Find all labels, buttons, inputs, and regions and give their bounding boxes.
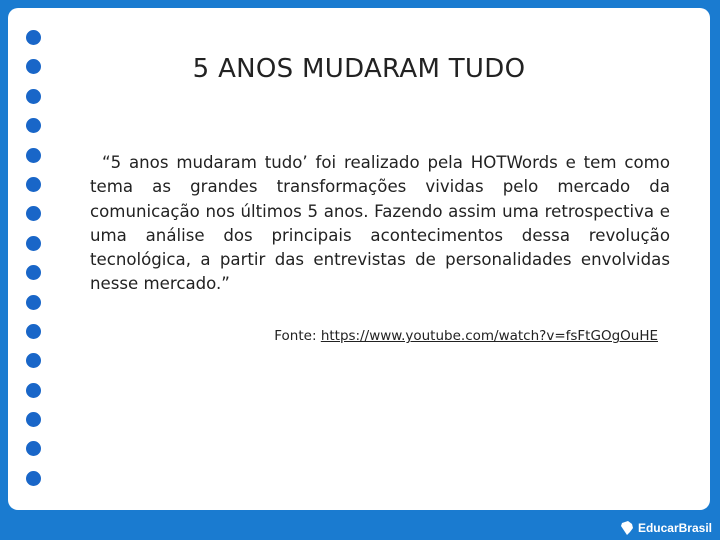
source-citation	[274, 328, 658, 344]
dot	[26, 30, 41, 45]
dot	[26, 353, 41, 368]
dot	[26, 383, 41, 398]
brazil-map-icon	[619, 520, 635, 536]
source-label: Fonte:	[274, 328, 321, 344]
dot	[26, 412, 41, 427]
slide-body-text: “5 anos mudaram tudo’ foi realizado pela HOTWords e tem como tema as grandes transformações vividas pelo mercado da comunicação nos últimos 5 anos. Fazendo assim uma retrospectiva e uma análise dos principais acontecimentos dessa revolução tecnológica, a partir das entrevistas de personalidades envolvidas nesse mercado.”	[90, 153, 670, 294]
dot	[26, 295, 41, 310]
dot	[26, 118, 41, 133]
slide-card	[8, 8, 710, 510]
dot	[26, 441, 41, 456]
educarbrasil-logo	[619, 520, 712, 536]
slide-title: 5 ANOS MUDARAM TUDO	[192, 54, 526, 84]
dot	[26, 324, 41, 339]
source-link[interactable]: https://www.youtube.com/watch?v=fsFtGOgOuHE	[320, 328, 658, 344]
dot	[26, 177, 41, 192]
dot	[26, 148, 41, 163]
dot	[26, 206, 41, 221]
logo-text: EducarBrasil	[637, 521, 712, 535]
dot	[26, 236, 41, 251]
footer-bar	[0, 510, 720, 540]
binding-dots	[26, 30, 42, 500]
dot	[26, 89, 41, 104]
dot	[26, 471, 41, 486]
dot	[26, 265, 41, 280]
